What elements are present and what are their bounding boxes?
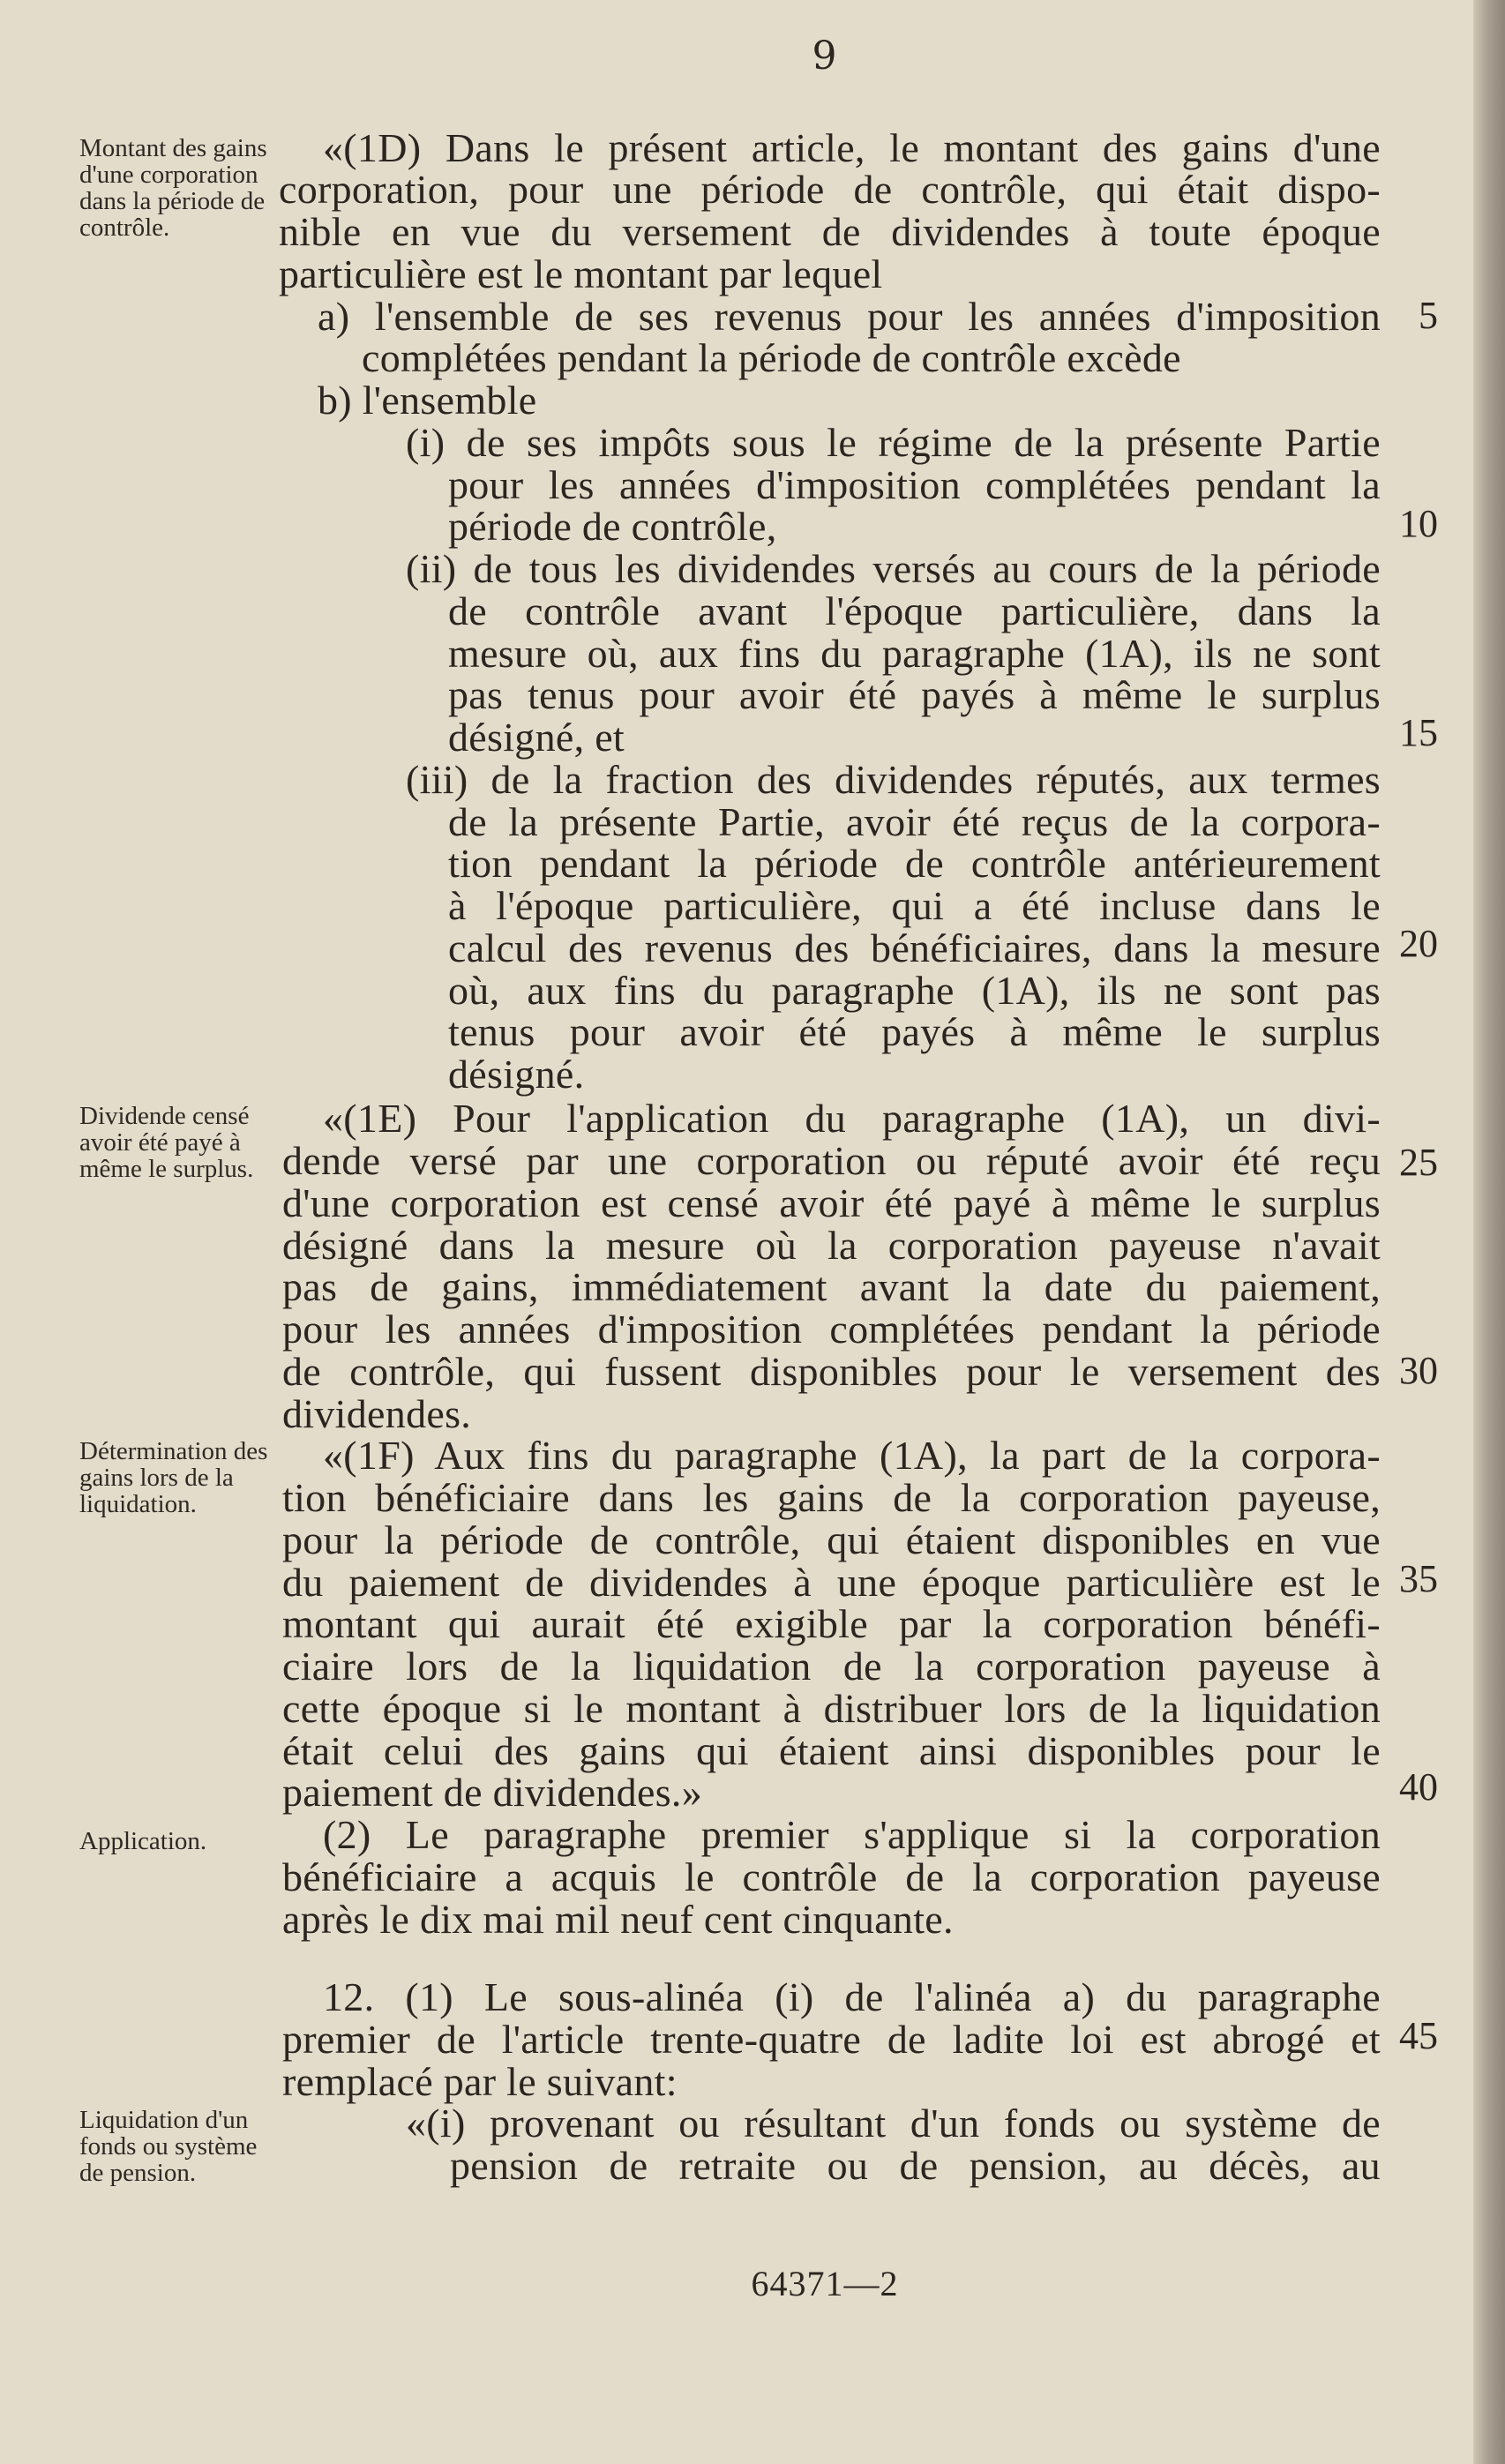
footer-signature: 64371—2 — [751, 2264, 899, 2303]
body-line: (ii) de tous les dividendes versés au cours de la période — [406, 546, 1381, 591]
body-line: tenus pour avoir été payés à même le surplus — [448, 1009, 1381, 1054]
body-line: b) l'ensemble — [318, 378, 537, 423]
body-line: «(1E) Pour l'application du paragraphe (1A), un divi- — [323, 1096, 1381, 1141]
body-line: période de contrôle, — [448, 504, 777, 549]
body-line: tion pendant la période de contrôle antérieurement — [448, 841, 1381, 886]
body-line: (2) Le paragraphe premier s'applique si la corporation — [323, 1812, 1381, 1857]
margin-note-pension: Liquidation d'un fonds ou système de pension. — [79, 2106, 258, 2187]
margin-note-liquidation-gains: Détermination des gains lors de la liquidation. — [79, 1437, 268, 1518]
body-line: nible en vue du versement de dividendes à toute époque — [279, 209, 1381, 254]
body-line: bénéficiaire a acquis le contrôle de la corporation payeuse — [282, 1854, 1381, 1899]
body-line: (i) de ses impôts sous le régime de la présente Partie — [406, 420, 1381, 465]
body-line: pas tenus pour avoir été payés à même le surplus — [448, 672, 1381, 717]
body-line: 12. (1) Le sous-alinéa (i) de l'alinéa a) du paragraphe — [323, 1974, 1381, 2019]
body-line: «(1D) Dans le présent article, le montant des gains d'une — [323, 125, 1381, 170]
body-line: désigné, et — [448, 715, 625, 760]
line-number: 15 — [1399, 711, 1438, 754]
body-line: a) l'ensemble de ses revenus pour les années d'imposition — [318, 294, 1381, 339]
body-line: pour les années d'imposition complétées pendant la période — [282, 1307, 1381, 1352]
body-line: après le dix mai mil neuf cent cinquante. — [282, 1897, 954, 1942]
body-line: particulière est le montant par lequel — [279, 251, 883, 296]
body-line: premier de l'article trente-quatre de ladite loi est abrogé et — [282, 2017, 1381, 2062]
line-number: 25 — [1399, 1141, 1438, 1184]
body-line: corporation, pour une période de contrôle, qui était dispo- — [279, 167, 1381, 212]
line-number: 45 — [1399, 2014, 1438, 2057]
body-line: pour la période de contrôle, qui étaient disponibles en vue — [282, 1517, 1381, 1562]
page-number: 9 — [812, 34, 838, 79]
body-line: de contrôle avant l'époque particulière, dans la — [448, 588, 1381, 633]
body-line: (iii) de la fraction des dividendes réputés, aux termes — [406, 757, 1381, 802]
body-line: pour les années d'imposition complétées pendant la — [448, 462, 1381, 507]
body-line: d'une corporation est censé avoir été payé à même le surplus — [282, 1180, 1381, 1225]
line-number: 10 — [1399, 502, 1438, 545]
line-number: 40 — [1399, 1765, 1438, 1809]
body-line: désigné. — [448, 1052, 585, 1097]
body-line: tion bénéficiaire dans les gains de la corporation payeuse, — [282, 1475, 1381, 1520]
body-line: désigné dans la mesure où la corporation payeuse n'avait — [282, 1223, 1381, 1268]
body-line: calcul des revenus des bénéficiaires, dans la mesure — [448, 925, 1381, 970]
margin-note-dividende: Dividende censé avoir été payé à même le surplus. — [79, 1102, 254, 1183]
line-number: 20 — [1399, 922, 1438, 965]
body-line: était celui des gains qui étaient ainsi disponibles pour le — [282, 1728, 1381, 1773]
body-line: mesure où, aux fins du paragraphe (1A), ils ne sont — [448, 631, 1381, 676]
body-line: pas de gains, immédiatement avant la date du paiement, — [282, 1264, 1381, 1309]
body-line: complétées pendant la période de contrôle excède — [362, 335, 1181, 380]
line-number: 35 — [1399, 1557, 1438, 1600]
body-line: dividendes. — [282, 1391, 472, 1436]
body-line: où, aux fins du paragraphe (1A), ils ne sont pas — [448, 968, 1381, 1013]
body-line: montant qui aurait été exigible par la corporation bénéfi- — [282, 1601, 1381, 1646]
margin-note-application: Application. — [79, 1827, 207, 1855]
page-edge-shadow — [1473, 0, 1505, 2464]
body-line: cette époque si le montant à distribuer lors de la liquidation — [282, 1686, 1381, 1731]
body-line: de contrôle, qui fussent disponibles pour le versement des — [282, 1349, 1381, 1394]
body-line: pension de retraite ou de pension, au décès, au — [450, 2143, 1381, 2188]
margin-note-gains: Montant des gains d'une corporation dans la période de contrôle. — [79, 134, 267, 242]
body-line: du paiement de dividendes à une époque particulière est le — [282, 1560, 1381, 1605]
body-line: dende versé par une corporation ou réputé avoir été reçu — [282, 1138, 1381, 1183]
line-number: 30 — [1399, 1349, 1438, 1392]
body-line: ciaire lors de la liquidation de la corporation payeuse à — [282, 1644, 1381, 1689]
body-line: «(1F) Aux fins du paragraphe (1A), la part de la corpora- — [323, 1433, 1381, 1478]
line-number: 5 — [1419, 294, 1438, 337]
body-line: «(i) provenant ou résultant d'un fonds ou système de — [406, 2101, 1381, 2146]
body-line: de la présente Partie, avoir été reçus de la corpora- — [448, 799, 1381, 844]
body-line: à l'époque particulière, qui a été incluse dans le — [448, 883, 1381, 928]
body-line: paiement de dividendes.» — [282, 1770, 703, 1815]
body-line: remplacé par le suivant: — [282, 2059, 678, 2104]
